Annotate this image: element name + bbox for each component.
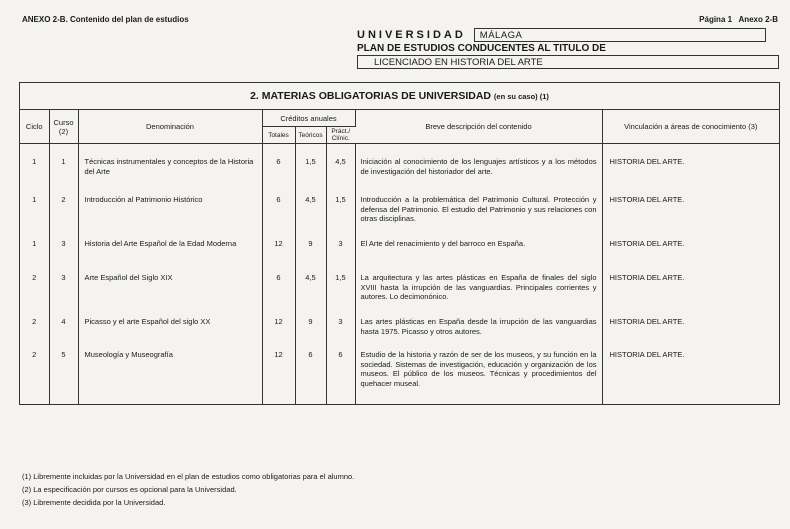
cell-denominacion: Picasso y el arte Español del siglo XX xyxy=(78,312,262,345)
degree-title: LICENCIADO EN HISTORIA DEL ARTE xyxy=(357,55,779,69)
cell-denominacion: Museología y Museografía xyxy=(78,345,262,405)
cell-teoricos: 9 xyxy=(295,234,326,268)
cell-curso: 4 xyxy=(49,312,78,345)
cell-ciclo: 2 xyxy=(20,268,49,312)
university-label: UNIVERSIDAD xyxy=(357,29,466,41)
cell-teoricos: 1,5 xyxy=(295,152,326,190)
cell-curso: 3 xyxy=(49,234,78,268)
section-title-text: 2. MATERIAS OBLIGATORIAS DE UNIVERSIDAD xyxy=(250,90,491,102)
cell-ciclo: 1 xyxy=(20,152,49,190)
annex-label: ANEXO 2-B. Contenido del plan de estudios xyxy=(22,15,189,24)
cell-curso: 2 xyxy=(49,190,78,234)
university-row xyxy=(357,28,766,42)
cell-descripcion: Estudio de la historia y razón de ser de los museos, y su función en la sociedad. Sistemas de investigación, educación y organización de los museos. El público de los museos. Técnicas y procedimientos del quehacer museal. xyxy=(355,345,602,405)
table-row xyxy=(20,152,779,190)
cell-practicos: 1,5 xyxy=(326,190,355,234)
col-vinculacion: Vinculación a áreas de conocimiento (3) xyxy=(602,110,779,144)
cell-totales: 12 xyxy=(262,234,295,268)
cell-practicos: 1,5 xyxy=(326,268,355,312)
cell-teoricos: 6 xyxy=(295,345,326,405)
cell-denominacion: Introducción al Patrimonio Histórico xyxy=(78,190,262,234)
col-descripcion: Breve descripción del contenido xyxy=(355,110,602,144)
footnotes xyxy=(22,470,354,509)
page-info xyxy=(699,15,778,24)
cell-teoricos: 4,5 xyxy=(295,190,326,234)
col-denominacion: Denominación xyxy=(78,110,262,144)
cell-teoricos: 4,5 xyxy=(295,268,326,312)
cell-area: HISTORIA DEL ARTE. xyxy=(609,317,685,326)
cell-area: HISTORIA DEL ARTE. xyxy=(609,273,685,282)
col-teoricos: Teóricos xyxy=(295,127,326,144)
section-title xyxy=(20,83,779,110)
cell-descripcion: Las artes plásticas en España desde la irrupción de las vanguardias hasta 1975. Picasso y otros autores. xyxy=(355,312,602,345)
cell-denominacion: Historia del Arte Español de la Edad Moderna xyxy=(78,234,262,268)
page-number: Página 1 xyxy=(699,15,733,24)
footnote: (2) La especificación por cursos es opcional para la Universidad. xyxy=(22,485,237,494)
cell-curso: 1 xyxy=(49,152,78,190)
annex-ref: Anexo 2-B xyxy=(738,15,778,24)
subjects-table-container xyxy=(19,82,780,405)
cell-descripcion: Iniciación al conocimiento de los lenguajes artísticos y a los métodos de investigación del historiador del arte. xyxy=(355,152,602,190)
cell-practicos: 3 xyxy=(326,234,355,268)
cell-area: HISTORIA DEL ARTE. xyxy=(609,239,685,248)
cell-denominacion: Técnicas instrumentales y conceptos de la Historia del Arte xyxy=(78,152,262,190)
col-curso-label: Curso xyxy=(53,117,74,127)
table-row xyxy=(20,312,779,345)
col-creditos: Créditos anuales xyxy=(262,110,355,127)
cell-descripcion: La arquitectura y las artes plásticas en España de finales del siglo XVIII hasta la irrupción de las vanguardias. Principales corrientes y autores. Lo decimonónico. xyxy=(355,268,602,312)
table-row xyxy=(20,190,779,234)
cell-ciclo: 2 xyxy=(20,345,49,405)
university-name: MÁLAGA xyxy=(474,28,766,42)
cell-totales: 6 xyxy=(262,152,295,190)
cell-denominacion: Arte Español del Siglo XIX xyxy=(78,268,262,312)
cell-curso: 3 xyxy=(49,268,78,312)
cell-curso: 5 xyxy=(49,345,78,405)
cell-practicos: 6 xyxy=(326,345,355,405)
footnote: (3) Libremente decidida por la Universidad. xyxy=(22,498,166,507)
cell-totales: 6 xyxy=(262,190,295,234)
cell-totales: 12 xyxy=(262,345,295,405)
cell-practicos: 3 xyxy=(326,312,355,345)
cell-ciclo: 2 xyxy=(20,312,49,345)
cell-area: HISTORIA DEL ARTE. xyxy=(609,350,685,359)
col-practicos: Práct./ Clínic. xyxy=(326,127,355,144)
cell-ciclo: 1 xyxy=(20,190,49,234)
table-row xyxy=(20,345,779,405)
cell-ciclo: 1 xyxy=(20,234,49,268)
cell-area: HISTORIA DEL ARTE. xyxy=(609,195,685,204)
footnote: (1) Libremente incluidas por la Universidad en el plan de estudios como obligatorias para el alumno. xyxy=(22,472,355,481)
section-subtitle: (en su caso) (1) xyxy=(493,92,549,101)
col-ciclo: Ciclo xyxy=(20,110,49,144)
table-row xyxy=(20,268,779,312)
plan-title: PLAN DE ESTUDIOS CONDUCENTES AL TITULO DE xyxy=(357,43,606,54)
cell-totales: 12 xyxy=(262,312,295,345)
cell-descripcion: Introducción a la problemática del Patrimonio Cultural. Protección y defensa del Patrimonio. El estudio del Patrimonio y sus relaciones con otras disciplinas. xyxy=(355,190,602,234)
cell-practicos: 4,5 xyxy=(326,152,355,190)
subjects-table xyxy=(20,110,779,405)
cell-area: HISTORIA DEL ARTE. xyxy=(609,157,685,166)
col-totales: Totales xyxy=(262,127,295,144)
col-curso-note: (2) xyxy=(58,126,69,136)
cell-descripcion: El Arte del renacimiento y del barroco en España. xyxy=(355,234,602,268)
cell-totales: 6 xyxy=(262,268,295,312)
table-row xyxy=(20,234,779,268)
col-curso xyxy=(49,110,78,144)
cell-teoricos: 9 xyxy=(295,312,326,345)
